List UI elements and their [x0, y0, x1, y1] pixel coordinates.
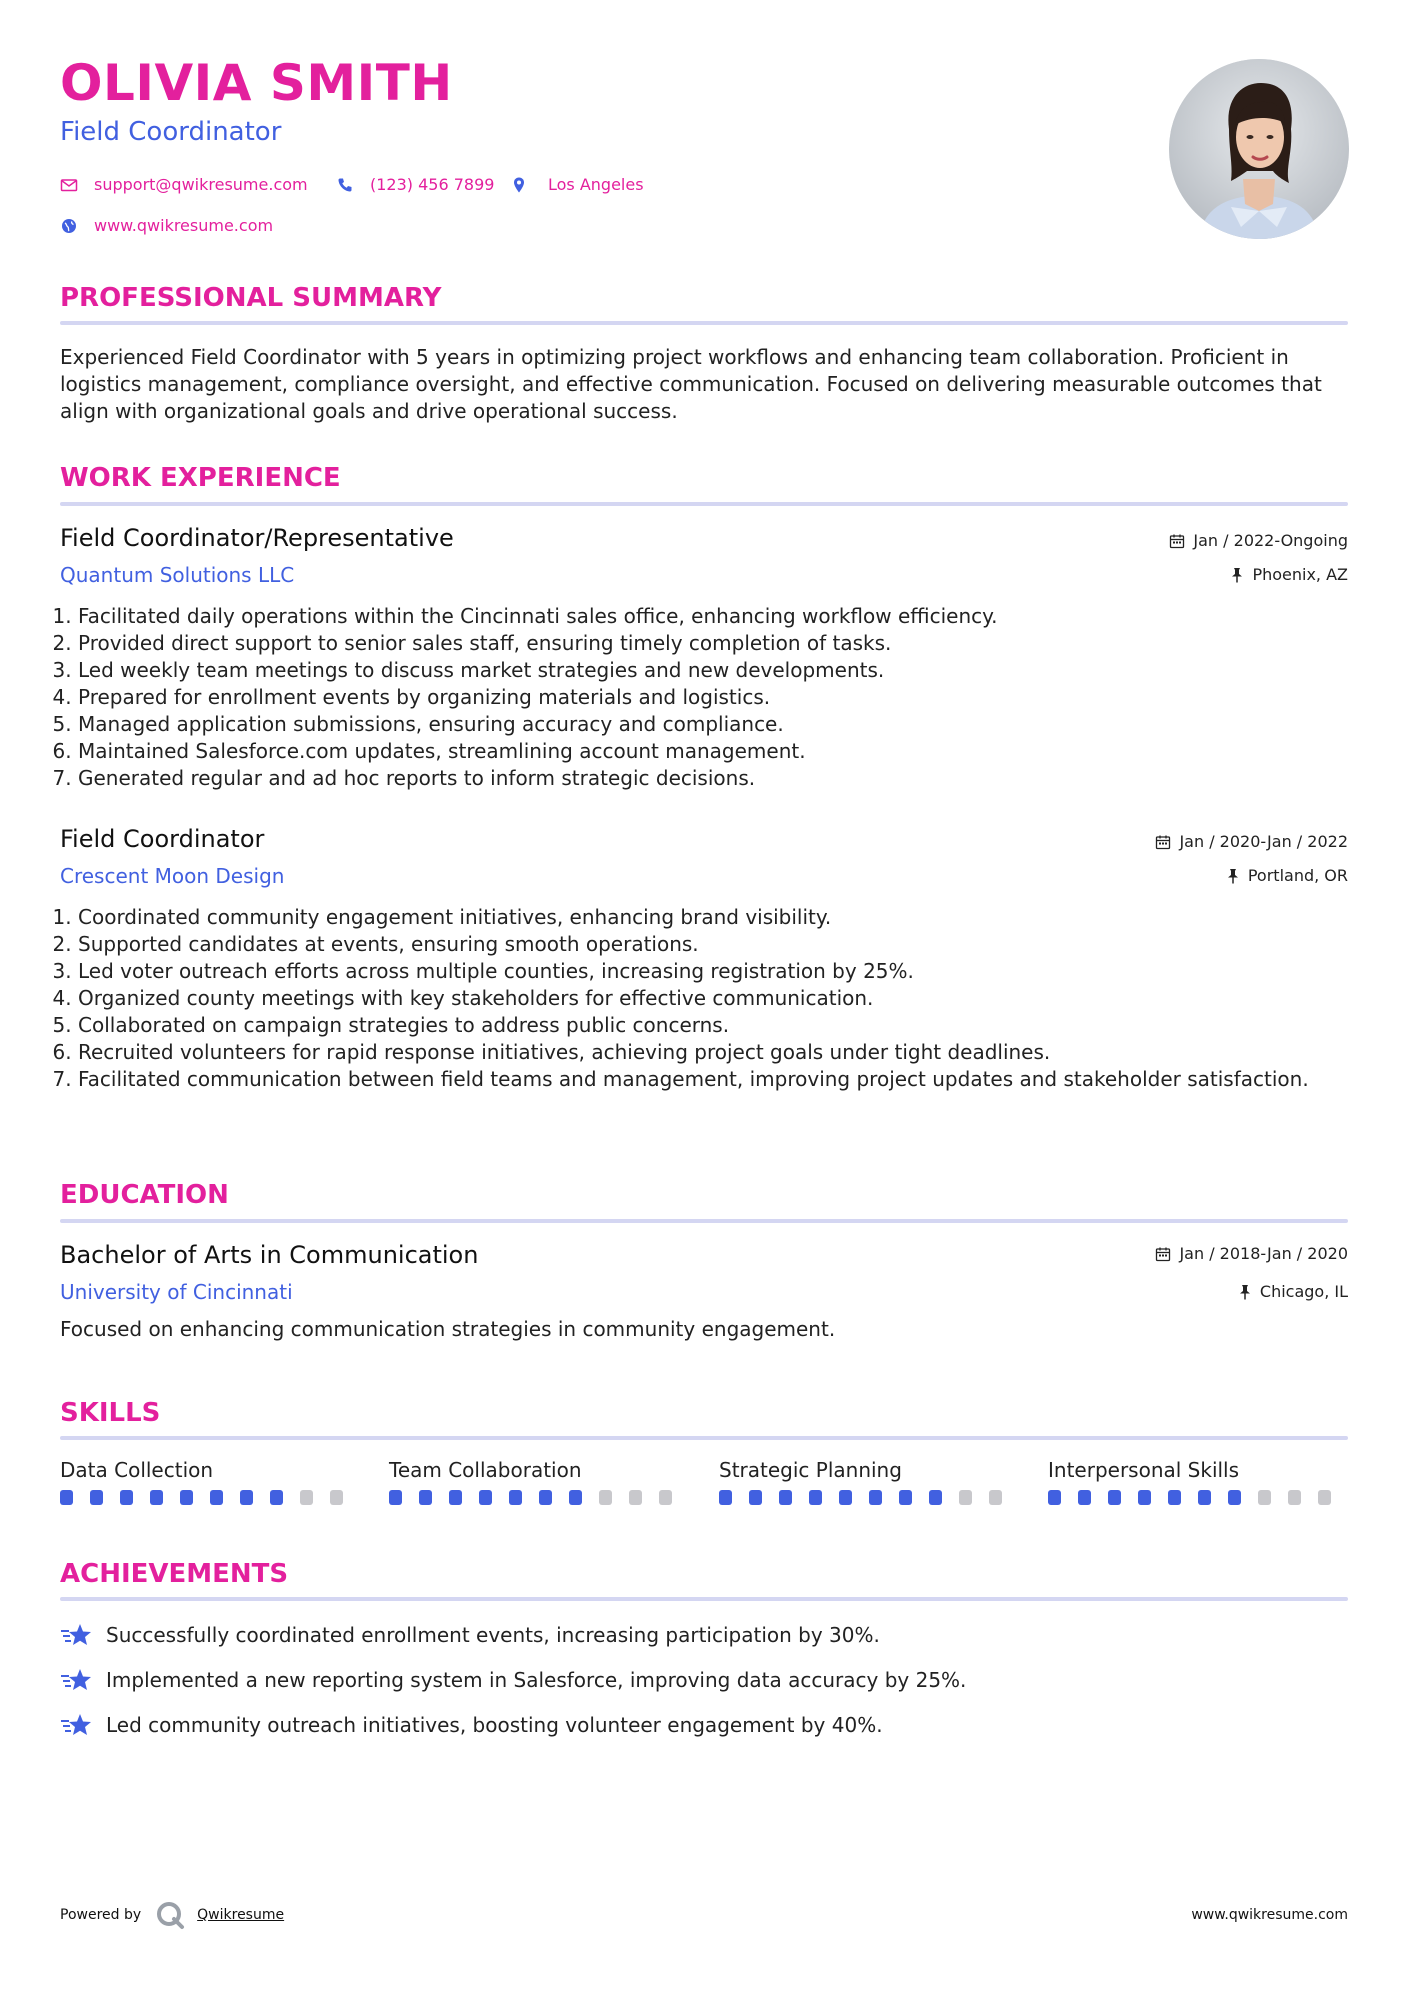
list-item: 7. Generated regular and ad hoc reports to inform strategic decisions. — [78, 765, 1328, 792]
company-name: Crescent Moon Design — [60, 864, 285, 888]
contact-phone[interactable] — [336, 176, 494, 194]
phone-text: (123) 456 7899 — [370, 175, 495, 194]
profile-photo — [1169, 59, 1349, 239]
list-item: 3. Led voter outreach efforts across multiple counties, increasing registration by 25%. — [78, 958, 1328, 985]
qwikresume-link[interactable]: Qwikresume — [197, 1907, 285, 1923]
list-item: 2. Provided direct support to senior sales staff, ensuring timely completion of tasks. — [78, 630, 1328, 657]
job-location-text: Phoenix, AZ — [1252, 565, 1348, 584]
skill-rating — [719, 1490, 1019, 1505]
rating-dot-filled — [270, 1490, 283, 1505]
list-item: 3. Led weekly team meetings to discuss market strategies and new developments. — [78, 657, 1328, 684]
list-item: 4. Organized county meetings with key stakeholders for effective communication. — [78, 985, 1328, 1012]
list-item: 1. Coordinated community engagement initiatives, enhancing brand visibility. — [78, 904, 1328, 931]
list-item: 5. Managed application submissions, ensuring accuracy and compliance. — [78, 711, 1328, 738]
job-location — [1230, 567, 1348, 583]
rating-dot-filled — [569, 1490, 582, 1505]
rating-dot-filled — [869, 1490, 882, 1505]
rating-dot-empty — [1258, 1490, 1271, 1505]
skill-name: Data Collection — [60, 1458, 214, 1482]
candidate-title: Field Coordinator — [60, 117, 282, 147]
contact-website[interactable] — [60, 217, 273, 235]
skill-name: Team Collaboration — [389, 1458, 582, 1482]
skill-rating — [389, 1490, 689, 1505]
footer-website[interactable]: www.qwikresume.com — [1191, 1907, 1348, 1923]
rating-dot-filled — [150, 1490, 163, 1505]
skill-name: Interpersonal Skills — [1048, 1458, 1240, 1482]
rating-dot-filled — [929, 1490, 942, 1505]
achievement-text: Successfully coordinated enrollment events, increasing participation by 30%. — [106, 1623, 880, 1647]
rating-dot-empty — [659, 1490, 672, 1505]
resume-page — [60, 0, 1348, 1990]
rating-dot-filled — [1048, 1490, 1061, 1505]
education-heading: EDUCATION — [60, 1180, 229, 1210]
job-bullets — [60, 603, 1328, 792]
calendar-icon — [1169, 533, 1185, 549]
skill-item — [389, 1460, 689, 1505]
job-dates — [1169, 533, 1348, 549]
experience-divider — [60, 502, 1348, 506]
achievement-item — [60, 1667, 966, 1693]
skills-divider — [60, 1436, 1348, 1440]
job-title: Field Coordinator/Representative — [60, 524, 454, 552]
achievements-heading: ACHIEVEMENTS — [60, 1559, 289, 1589]
education-dates — [1155, 1246, 1348, 1262]
list-item: 6. Maintained Salesforce.com updates, streamlining account management. — [78, 738, 1328, 765]
pushpin-icon — [1238, 1284, 1252, 1300]
rating-dot-filled — [719, 1490, 732, 1505]
rating-dot-filled — [60, 1490, 73, 1505]
star-icon — [60, 1712, 93, 1738]
rating-dot-filled — [210, 1490, 223, 1505]
rating-dot-empty — [1318, 1490, 1331, 1505]
rating-dot-filled — [449, 1490, 462, 1505]
list-item: 1. Facilitated daily operations within the Cincinnati sales office, enhancing workflow efficiency. — [78, 603, 1328, 630]
education-dates-text: Jan / 2018-Jan / 2020 — [1179, 1244, 1348, 1263]
calendar-icon — [1155, 834, 1171, 850]
rating-dot-filled — [1198, 1490, 1211, 1505]
rating-dot-empty — [1288, 1490, 1301, 1505]
summary-heading: PROFESSIONAL SUMMARY — [60, 283, 442, 313]
contact-location — [510, 176, 644, 194]
rating-dot-filled — [539, 1490, 552, 1505]
list-item: 5. Collaborated on campaign strategies to address public concerns. — [78, 1012, 1328, 1039]
rating-dot-filled — [839, 1490, 852, 1505]
email-text: support@qwikresume.com — [94, 175, 308, 194]
rating-dot-filled — [1138, 1490, 1151, 1505]
achievement-item — [60, 1622, 880, 1648]
powered-by-label: Powered by — [60, 1907, 142, 1923]
rating-dot-filled — [809, 1490, 822, 1505]
degree-title: Bachelor of Arts in Communication — [60, 1241, 479, 1269]
rating-dot-empty — [959, 1490, 972, 1505]
rating-dot-empty — [629, 1490, 642, 1505]
map-pin-icon — [510, 176, 528, 194]
rating-dot-filled — [749, 1490, 762, 1505]
rating-dot-filled — [1108, 1490, 1121, 1505]
summary-divider — [60, 321, 1348, 325]
contact-email[interactable] — [60, 176, 308, 194]
pushpin-icon — [1226, 868, 1240, 884]
rating-dot-filled — [509, 1490, 522, 1505]
skill-rating — [1048, 1490, 1348, 1505]
rating-dot-filled — [90, 1490, 103, 1505]
rating-dot-filled — [1078, 1490, 1091, 1505]
job-dates-text: Jan / 2022-Ongoing — [1193, 531, 1348, 550]
rating-dot-filled — [1168, 1490, 1181, 1505]
envelope-icon — [60, 176, 78, 194]
job-bullets — [60, 904, 1328, 1093]
rating-dot-empty — [330, 1490, 343, 1505]
rating-dot-empty — [599, 1490, 612, 1505]
skill-item — [719, 1460, 1019, 1505]
website-text: www.qwikresume.com — [94, 216, 274, 235]
skill-item — [1048, 1460, 1348, 1505]
rating-dot-filled — [1228, 1490, 1241, 1505]
education-location-text: Chicago, IL — [1259, 1282, 1348, 1301]
rating-dot-filled — [419, 1490, 432, 1505]
job-location-text: Portland, OR — [1247, 866, 1348, 885]
achievement-item — [60, 1712, 883, 1738]
rating-dot-filled — [479, 1490, 492, 1505]
star-icon — [60, 1667, 93, 1693]
list-item: 4. Prepared for enrollment events by organizing materials and logistics. — [78, 684, 1328, 711]
skill-rating — [60, 1490, 360, 1505]
job-location — [1226, 868, 1348, 884]
location-text: Los Angeles — [548, 175, 644, 194]
summary-text: Experienced Field Coordinator with 5 years in optimizing project workflows and enhancing team collaboration. Proficient in logistics management, compliance oversight, and effective communication. Focused on delivering measurable outcomes that align with organizational goals and drive operational success. — [60, 345, 1322, 423]
rating-dot-filled — [240, 1490, 253, 1505]
list-item: 7. Facilitated communication between field teams and management, improving project updates and stakeholder satisfaction. — [78, 1066, 1328, 1093]
phone-icon — [336, 176, 354, 194]
rating-dot-filled — [779, 1490, 792, 1505]
skill-item — [60, 1460, 360, 1505]
globe-icon — [60, 217, 78, 235]
candidate-name: OLIVIA SMITH — [60, 54, 453, 112]
job-dates-text: Jan / 2020-Jan / 2022 — [1179, 832, 1348, 851]
list-item: 6. Recruited volunteers for rapid response initiatives, achieving project goals under tight deadlines. — [78, 1039, 1328, 1066]
achievement-text: Led community outreach initiatives, boosting volunteer engagement by 40%. — [106, 1713, 883, 1737]
school-name: University of Cincinnati — [60, 1280, 293, 1304]
calendar-icon — [1155, 1246, 1171, 1262]
rating-dot-filled — [389, 1490, 402, 1505]
rating-dot-filled — [120, 1490, 133, 1505]
education-divider — [60, 1219, 1348, 1223]
skill-name: Strategic Planning — [719, 1458, 902, 1482]
rating-dot-empty — [300, 1490, 313, 1505]
pushpin-icon — [1230, 567, 1244, 583]
company-name: Quantum Solutions LLC — [60, 563, 295, 587]
job-dates — [1155, 834, 1348, 850]
achievement-text: Implemented a new reporting system in Salesforce, improving data accuracy by 25%. — [106, 1668, 967, 1692]
rating-dot-filled — [899, 1490, 912, 1505]
rating-dot-empty — [989, 1490, 1002, 1505]
rating-dot-filled — [180, 1490, 193, 1505]
qwikresume-logo-icon — [155, 1900, 185, 1930]
education-description: Focused on enhancing communication strategies in community engagement. — [60, 1317, 836, 1341]
job-title: Field Coordinator — [60, 825, 265, 853]
star-icon — [60, 1622, 93, 1648]
achievements-divider — [60, 1597, 1348, 1601]
list-item: 2. Supported candidates at events, ensuring smooth operations. — [78, 931, 1328, 958]
experience-heading: WORK EXPERIENCE — [60, 463, 341, 493]
education-location — [1238, 1284, 1348, 1300]
skills-heading: SKILLS — [60, 1398, 161, 1428]
footer-powered-by — [60, 1900, 284, 1930]
